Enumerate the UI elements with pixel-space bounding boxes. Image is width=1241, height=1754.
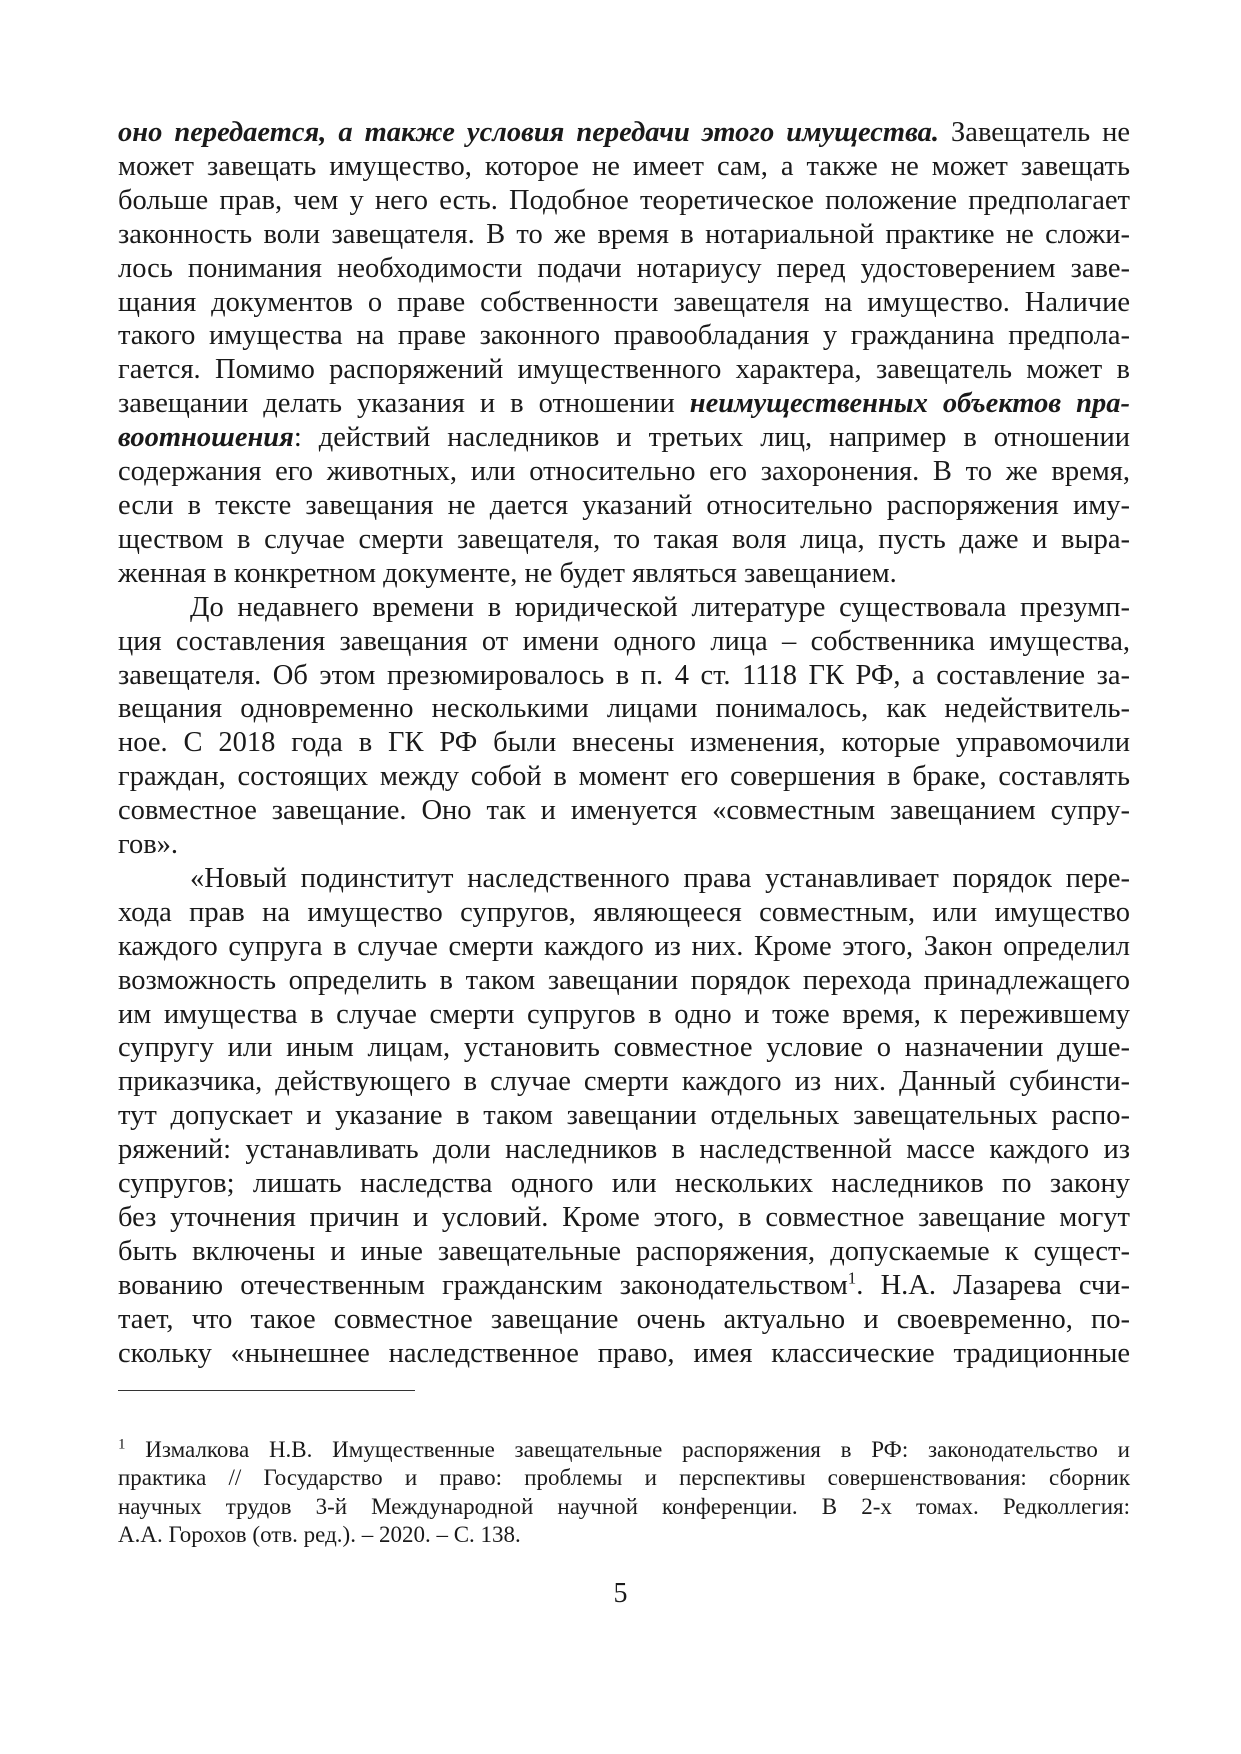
text-line: скольку «нынешнее наследственное право, имея классические традиционные xyxy=(118,1337,1130,1369)
text-line: завещателя. Об этом презюмировалось в п. 4 ст. 1118 ГК РФ, а составление за- xyxy=(118,659,1130,691)
footnote xyxy=(118,1436,1130,1549)
footnote-separator xyxy=(118,1390,415,1391)
emphasis-text: воотношения xyxy=(118,422,294,454)
footnote-line: научных трудов 3-й Международной научной конференции. В 2-х томах. Редколлегия: xyxy=(118,1493,1130,1519)
text-line: совместное завещание. Оно так и именуется «совместным завещанием супру- xyxy=(118,795,1130,827)
text-line: супругов; лишать наследства одного или нескольких наследников по закону xyxy=(118,1168,1130,1200)
text-line xyxy=(118,387,1130,421)
text-line xyxy=(118,421,1130,455)
paragraph-3 xyxy=(118,862,1130,1371)
footnote-reference[interactable]: 1 xyxy=(847,1268,857,1288)
text-line xyxy=(118,1269,1130,1303)
text-line: граждан, состоящих между собой в момент его совершения в браке, составлять xyxy=(118,761,1130,793)
text-line: гов». xyxy=(118,829,179,861)
page-number: 5 xyxy=(613,1578,628,1609)
text-line: супругу или иным лицам, установить совместное условие о назначении душе- xyxy=(118,1032,1130,1064)
emphasis-text: оно передается, а также условия передачи этого имущества. xyxy=(118,117,939,148)
footnote-line: А.А. Горохов (отв. ред.). – 2020. – С. 138. xyxy=(118,1521,521,1547)
text-line: быть включены и иные завещательные распоряжения, допускаемые к сущест- xyxy=(118,1235,1130,1267)
text-line: приказчика, действующего в случае смерти каждого из них. Данный субинсти- xyxy=(118,1066,1130,1098)
footnote-marker: 1 xyxy=(118,1436,126,1453)
text-line: такого имущества на праве законного правообладания у гражданина предпола- xyxy=(118,320,1130,352)
text-line: ция составления завещания от имени одного лица – собственника имущества, xyxy=(118,625,1130,657)
main-text xyxy=(118,116,1130,1371)
text-line: больше прав, чем у него есть. Подобное теоретическое положение предполагает xyxy=(118,184,1130,216)
text-line: щания документов о праве собственности завещателя на имущество. Наличие xyxy=(118,286,1130,318)
text-line: лось понимания необходимости подачи нотариусу перед удостоверением заве- xyxy=(118,252,1130,284)
paragraph-2 xyxy=(118,591,1130,862)
text-line: ществом в случае смерти завещателя, то такая воля лица, пусть даже и выра- xyxy=(118,523,1130,555)
text-line: содержания его животных, или относительно его захоронения. В то же время, xyxy=(118,456,1130,488)
text-line: им имущества в случае смерти супругов в одно и тоже время, к пережившему xyxy=(118,998,1130,1030)
text-line: гается. Помимо распоряжений имущественного характера, завещатель может в xyxy=(118,354,1130,386)
text-line: если в тексте завещания не дается указаний относительно распоряжения иму- xyxy=(118,489,1130,521)
text-line: возможность определить в таком завещании порядок перехода принадлежащего xyxy=(118,964,1130,996)
text-line: хода прав на имущество супругов, являющееся совместным, или имущество xyxy=(118,896,1130,928)
paragraph-1 xyxy=(118,116,1130,591)
text-line: тает, что такое совместное завещание очень актуально и своевременно, по- xyxy=(118,1303,1130,1335)
text-line: вещания одновременно несколькими лицами понималось, как недействитель- xyxy=(118,693,1130,725)
text-line xyxy=(118,116,1130,150)
text-line: женная в конкретном документе, не будет являться завещанием. xyxy=(118,557,897,589)
text-span: . Н.А. Лазарева счи- xyxy=(856,1269,1130,1301)
text-line: каждого супруга в случае смерти каждого из них. Кроме этого, Закон определил xyxy=(118,930,1130,962)
footnote-line: практика // Государство и право: проблемы и перспективы совершенствования: сборник xyxy=(118,1465,1130,1491)
text-line: ное. С 2018 года в ГК РФ были внесены изменения, которые управомочили xyxy=(118,727,1130,759)
text-line: тут допускает и указание в таком завещании отдельных завещательных распо- xyxy=(118,1100,1130,1132)
text-span: : действий наследников и третьих лиц, например в отношении xyxy=(293,422,1130,454)
text-span: Измалкова Н.В. Имущественные завещательные распоряжения в РФ: законодательство и xyxy=(125,1437,1130,1462)
text-line: может завещать имущество, которое не имеет сам, а также не может завещать xyxy=(118,150,1130,182)
text-line: До недавнего времени в юридической литературе существовала презумп- xyxy=(190,591,1130,623)
text-line: ряжений: устанавливать доли наследников в наследственной массе каждого из xyxy=(118,1134,1130,1166)
text-line: без уточнения причин и условий. Кроме этого, в совместное завещание могут xyxy=(118,1202,1130,1233)
text-span: Завещатель не xyxy=(939,117,1131,148)
emphasis-text: неимущественных объектов пра- xyxy=(689,388,1130,420)
text-span: завещании делать указания и в отношении xyxy=(118,388,690,420)
text-line: «Новый подинститут наследственного права устанавливает порядок пере- xyxy=(190,862,1130,894)
text-span: вованию отечественным гражданским законодательством xyxy=(118,1269,848,1301)
text-line: законность воли завещателя. В то же время в нотариальной практике не сложи- xyxy=(118,218,1130,250)
footnote-line xyxy=(118,1436,1130,1464)
